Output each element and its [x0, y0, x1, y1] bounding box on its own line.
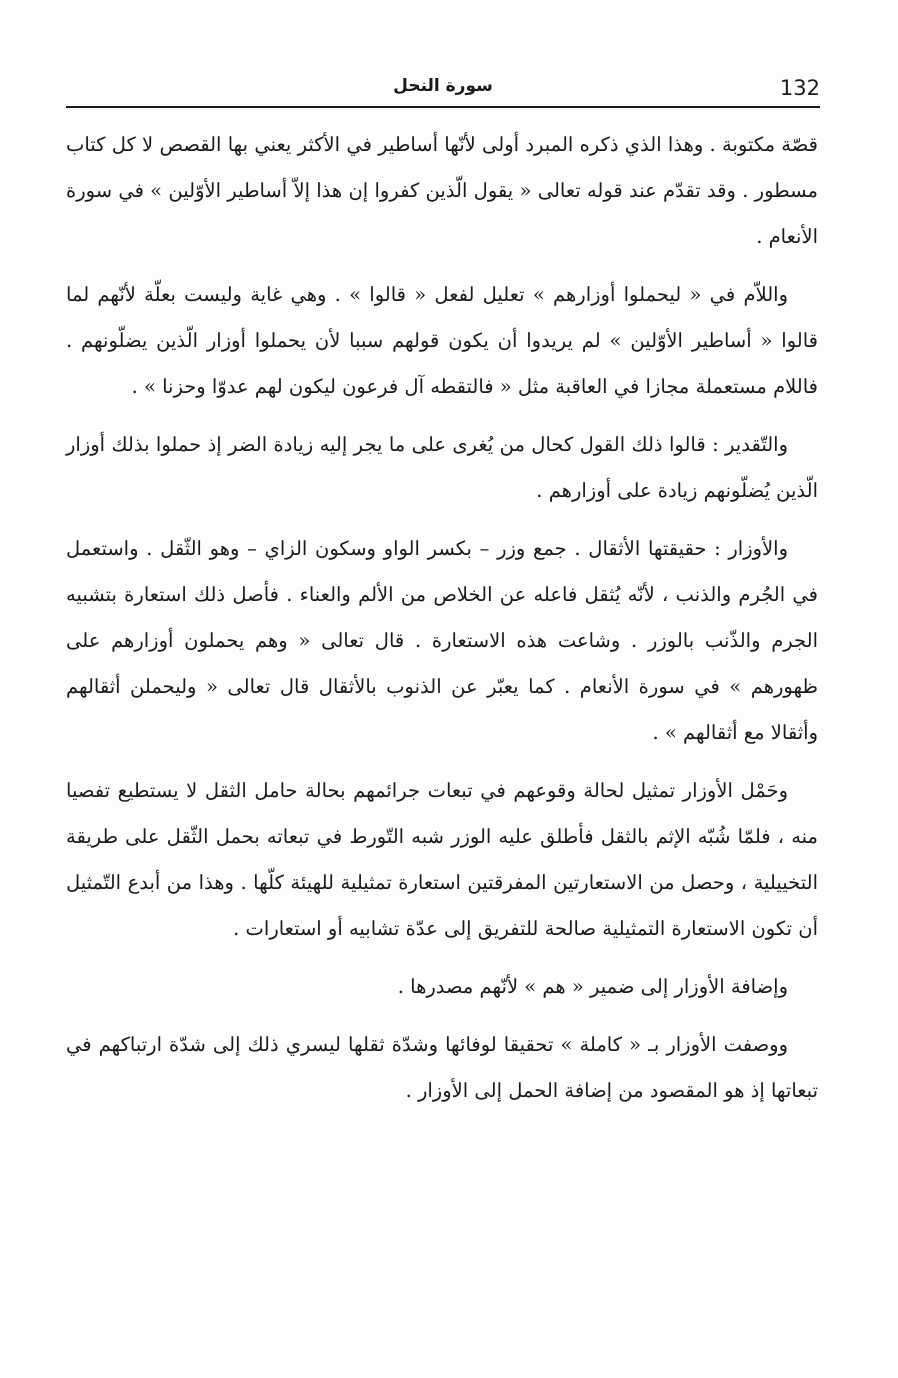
paragraph: قصّة مكتوبة . وهذا الذي ذكره المبرد أولى لأنّها أساطير في الأكثر يعني بها القصص لا كل كتاب مسطور . وقد تقدّم عند قوله تعالى « يقول الّذين كفروا إن هذا إلاّ أساطير الأوّلين » في سورة الأنعام .	[66, 133, 818, 248]
paragraph: ووصفت الأوزار بـ « كاملة » تحقيقا لوفائها وشدّة ثقلها ليسري ذلك إلى شدّة ارتباكهم في تبعاتها إذ هو المقصود من إضافة الحمل إلى الأوزار .	[66, 1033, 818, 1102]
paragraph: واللاّم في « ليحملوا أوزارهم » تعليل لفعل « قالوا » . وهي غاية وليست بعلّة لأنّهم لما قالوا « أساطير الأوّلين » لم يريدوا أن يكون قولهم سببا لأن يحملوا أوزار الّذين يضلّونهم . فاللام مستعملة مجازا في العاقبة مثل « فالتقطه آل فرعون ليكون لهم عدوّا وحزنا » .	[66, 283, 818, 398]
paragraph: والتّقدير : قالوا ذلك القول كحال من يُغرى على ما يجر إليه زيادة الضر إذ حملوا بذلك أوزار الّذين يُضلّونهم زيادة على أوزارهم .	[66, 433, 818, 502]
body-text	[66, 122, 818, 1126]
page-number: 132	[779, 76, 820, 100]
paragraph: وحَمْل الأوزار تمثيل لحالة وقوعهم في تبعات جرائمهم بحالة حامل الثقل لا يستطيع تفصيا منه ، فلمّا شُبّه الإثم بالثقل فأطلق عليه الوزر شبه التّورط في تبعاته بحمل الثّقل على طريقة التخييلية ، وحصل من الاستعارتين المفرقتين استعارة تمثيلية للهيئة كلّها . وهذا من أبدع التّمثيل أن تكون الاستعارة التمثيلية صالحة للتفريق إلى عدّة تشابيه أو استعارات .	[66, 779, 818, 940]
paragraph: وإضافة الأوزار إلى ضمير « هم » لأنّهم مصدرها .	[397, 975, 788, 998]
header-rule-divider	[66, 106, 820, 108]
paragraph: والأوزار : حقيقتها الأثقال . جمع وزر – بكسر الواو وسكون الزاي – وهو الثّقل . واستعمل في الجُرم والذنب ، لأنّه يُثقل فاعله عن الخلاص من الألم والعناء . فأصل ذلك استعارة بتشبيه الجرم والذّنب بالوزر . وشاعت هذه الاستعارة . قال تعالى « وهم يحملون أوزارهم على ظهورهم » في سورة الأنعام . كما يعبّر عن الذنوب بالأثقال قال تعالى « وليحملن أثقالهم وأثقالا مع أثقالهم » .	[66, 537, 818, 744]
running-head-title: سورة النحل	[393, 76, 493, 96]
page-header	[66, 72, 820, 106]
